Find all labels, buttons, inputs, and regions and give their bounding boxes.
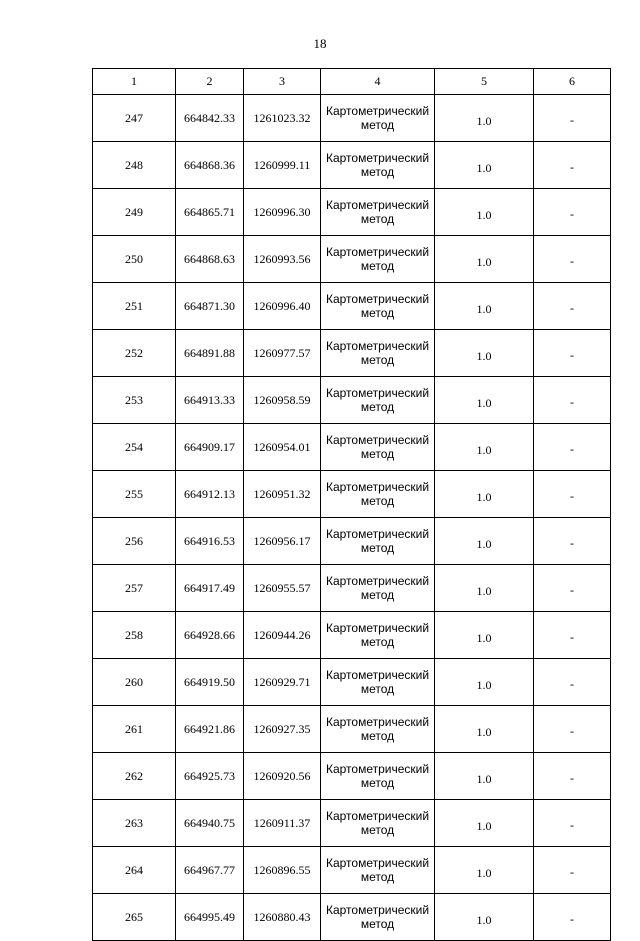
y-coordinate-cell: 1261023.32 (244, 95, 321, 142)
accuracy-cell: 1.0 (435, 471, 534, 518)
description-cell: - (534, 189, 611, 236)
point-number-cell: 261 (93, 706, 176, 753)
column-header-4: 4 (321, 69, 435, 95)
accuracy-cell: 1.0 (435, 706, 534, 753)
x-coordinate-cell: 664995.49 (176, 894, 244, 941)
accuracy-cell: 1.0 (435, 283, 534, 330)
accuracy-cell: 1.0 (435, 236, 534, 283)
y-coordinate-cell: 1260996.30 (244, 189, 321, 236)
point-number-cell: 256 (93, 518, 176, 565)
accuracy-cell: 1.0 (435, 894, 534, 941)
method-cell: Картометрический метод (321, 283, 435, 330)
description-cell: - (534, 565, 611, 612)
description-cell: - (534, 518, 611, 565)
method-cell: Картометрический метод (321, 471, 435, 518)
column-header-2: 2 (176, 69, 244, 95)
method-cell: Картометрический метод (321, 894, 435, 941)
table-row (93, 565, 611, 612)
point-number-cell: 265 (93, 894, 176, 941)
page-number: 18 (313, 36, 327, 51)
x-coordinate-cell: 664967.77 (176, 847, 244, 894)
table-body (93, 95, 611, 941)
description-cell: - (534, 659, 611, 706)
x-coordinate-cell: 664912.13 (176, 471, 244, 518)
point-number-cell: 252 (93, 330, 176, 377)
y-coordinate-cell: 1260929.71 (244, 659, 321, 706)
coordinates-table (92, 68, 611, 941)
accuracy-cell: 1.0 (435, 612, 534, 659)
point-number-cell: 249 (93, 189, 176, 236)
x-coordinate-cell: 664917.49 (176, 565, 244, 612)
y-coordinate-cell: 1260927.35 (244, 706, 321, 753)
table-row (93, 612, 611, 659)
accuracy-cell: 1.0 (435, 565, 534, 612)
point-number-cell: 260 (93, 659, 176, 706)
x-coordinate-cell: 664868.63 (176, 236, 244, 283)
method-cell: Картометрический метод (321, 612, 435, 659)
description-cell: - (534, 706, 611, 753)
description-cell: - (534, 800, 611, 847)
x-coordinate-cell: 664940.75 (176, 800, 244, 847)
point-number-cell: 247 (93, 95, 176, 142)
y-coordinate-cell: 1260911.37 (244, 800, 321, 847)
x-coordinate-cell: 664868.36 (176, 142, 244, 189)
method-cell: Картометрический метод (321, 800, 435, 847)
y-coordinate-cell: 1260996.40 (244, 283, 321, 330)
accuracy-cell: 1.0 (435, 95, 534, 142)
x-coordinate-cell: 664891.88 (176, 330, 244, 377)
method-cell: Картометрический метод (321, 706, 435, 753)
point-number-cell: 250 (93, 236, 176, 283)
description-cell: - (534, 753, 611, 800)
x-coordinate-cell: 664913.33 (176, 377, 244, 424)
y-coordinate-cell: 1260993.56 (244, 236, 321, 283)
accuracy-cell: 1.0 (435, 377, 534, 424)
description-cell: - (534, 142, 611, 189)
y-coordinate-cell: 1260999.11 (244, 142, 321, 189)
method-cell: Картометрический метод (321, 95, 435, 142)
x-coordinate-cell: 664842.33 (176, 95, 244, 142)
method-cell: Картометрический метод (321, 565, 435, 612)
y-coordinate-cell: 1260955.57 (244, 565, 321, 612)
y-coordinate-cell: 1260958.59 (244, 377, 321, 424)
accuracy-cell: 1.0 (435, 847, 534, 894)
description-cell: - (534, 471, 611, 518)
method-cell: Картометрический метод (321, 753, 435, 800)
table-row (93, 894, 611, 941)
x-coordinate-cell: 664925.73 (176, 753, 244, 800)
description-cell: - (534, 236, 611, 283)
accuracy-cell: 1.0 (435, 424, 534, 471)
table-row (93, 283, 611, 330)
method-cell: Картометрический метод (321, 659, 435, 706)
column-header-3: 3 (244, 69, 321, 95)
point-number-cell: 255 (93, 471, 176, 518)
table-row (93, 800, 611, 847)
accuracy-cell: 1.0 (435, 800, 534, 847)
y-coordinate-cell: 1260880.43 (244, 894, 321, 941)
description-cell: - (534, 330, 611, 377)
table-row (93, 189, 611, 236)
column-header-1: 1 (93, 69, 176, 95)
table-row (93, 706, 611, 753)
y-coordinate-cell: 1260954.01 (244, 424, 321, 471)
table-header-row (93, 69, 611, 95)
x-coordinate-cell: 664871.30 (176, 283, 244, 330)
method-cell: Картометрический метод (321, 236, 435, 283)
point-number-cell: 254 (93, 424, 176, 471)
table-row (93, 236, 611, 283)
y-coordinate-cell: 1260896.55 (244, 847, 321, 894)
method-cell: Картометрический метод (321, 424, 435, 471)
column-header-5: 5 (435, 69, 534, 95)
table-row (93, 659, 611, 706)
table-row (93, 142, 611, 189)
point-number-cell: 258 (93, 612, 176, 659)
description-cell: - (534, 612, 611, 659)
y-coordinate-cell: 1260956.17 (244, 518, 321, 565)
method-cell: Картометрический метод (321, 330, 435, 377)
y-coordinate-cell: 1260977.57 (244, 330, 321, 377)
description-cell: - (534, 847, 611, 894)
column-header-6: 6 (534, 69, 611, 95)
y-coordinate-cell: 1260944.26 (244, 612, 321, 659)
point-number-cell: 262 (93, 753, 176, 800)
accuracy-cell: 1.0 (435, 142, 534, 189)
method-cell: Картометрический метод (321, 518, 435, 565)
accuracy-cell: 1.0 (435, 330, 534, 377)
description-cell: - (534, 377, 611, 424)
description-cell: - (534, 95, 611, 142)
point-number-cell: 264 (93, 847, 176, 894)
y-coordinate-cell: 1260920.56 (244, 753, 321, 800)
point-number-cell: 257 (93, 565, 176, 612)
x-coordinate-cell: 664909.17 (176, 424, 244, 471)
table-row (93, 753, 611, 800)
point-number-cell: 263 (93, 800, 176, 847)
x-coordinate-cell: 664916.53 (176, 518, 244, 565)
table-row (93, 330, 611, 377)
table-row (93, 95, 611, 142)
method-cell: Картометрический метод (321, 847, 435, 894)
accuracy-cell: 1.0 (435, 659, 534, 706)
method-cell: Картометрический метод (321, 189, 435, 236)
x-coordinate-cell: 664919.50 (176, 659, 244, 706)
accuracy-cell: 1.0 (435, 518, 534, 565)
point-number-cell: 248 (93, 142, 176, 189)
x-coordinate-cell: 664921.86 (176, 706, 244, 753)
description-cell: - (534, 894, 611, 941)
method-cell: Картометрический метод (321, 377, 435, 424)
y-coordinate-cell: 1260951.32 (244, 471, 321, 518)
table-row (93, 518, 611, 565)
table-row (93, 424, 611, 471)
table-row (93, 377, 611, 424)
point-number-cell: 253 (93, 377, 176, 424)
accuracy-cell: 1.0 (435, 189, 534, 236)
table-row (93, 471, 611, 518)
table-row (93, 847, 611, 894)
x-coordinate-cell: 664865.71 (176, 189, 244, 236)
x-coordinate-cell: 664928.66 (176, 612, 244, 659)
description-cell: - (534, 424, 611, 471)
point-number-cell: 251 (93, 283, 176, 330)
method-cell: Картометрический метод (321, 142, 435, 189)
description-cell: - (534, 283, 611, 330)
accuracy-cell: 1.0 (435, 753, 534, 800)
